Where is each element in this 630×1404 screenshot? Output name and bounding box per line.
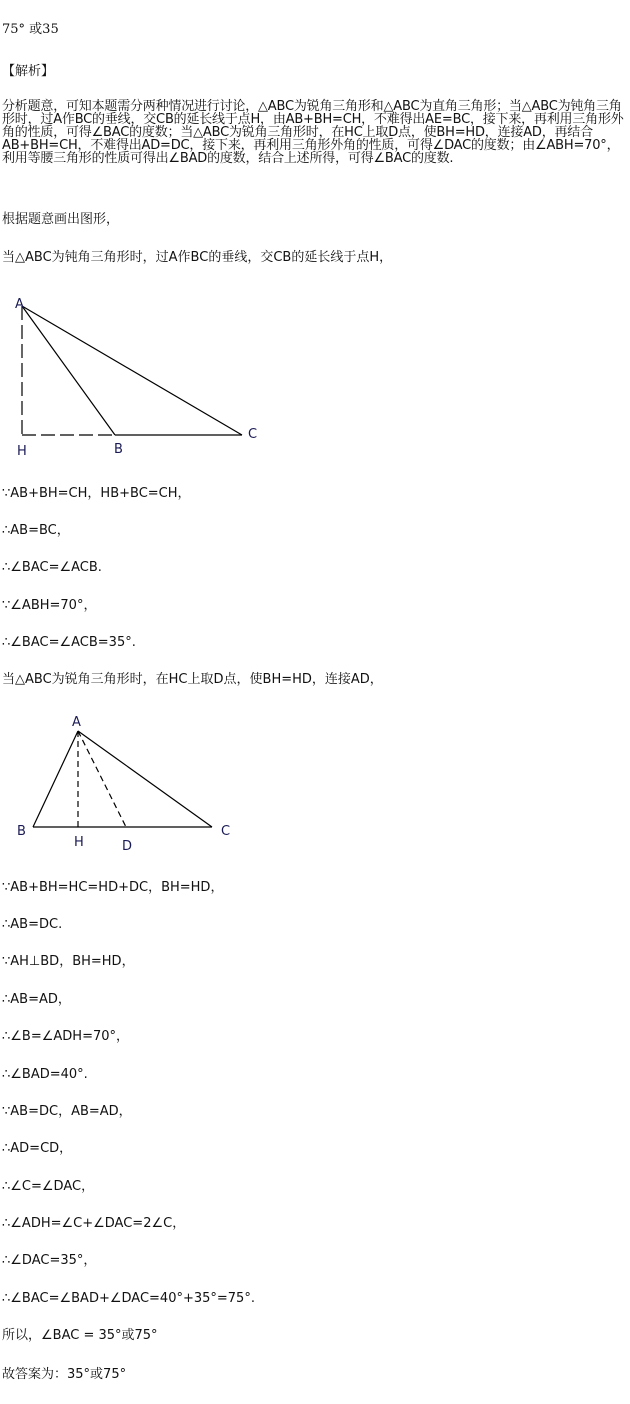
draw-intro: 根据题意画出图形， bbox=[2, 212, 120, 227]
case1-intro: 当△ABC为钝角三角形时，过A作BC的垂线，交CB的延长线于点H， bbox=[2, 250, 393, 265]
case2-step: ∴∠C=∠DAC， bbox=[2, 1179, 95, 1194]
case1-step: ∴AB=BC， bbox=[2, 523, 70, 538]
analysis-heading: 【解析】 bbox=[2, 64, 55, 79]
case2-step: ∵AH⊥BD，BH=HD， bbox=[2, 954, 135, 969]
case2-step: ∴∠BAC=∠BAD+∠DAC=40°+35°=75°. bbox=[2, 1291, 255, 1306]
segment-ac bbox=[22, 306, 242, 435]
answer-top: 75° 或35 bbox=[2, 22, 59, 37]
case2-step: ∴AD=CD， bbox=[2, 1141, 73, 1156]
case2-step: ∴AB=DC. bbox=[2, 917, 63, 932]
segment-ad bbox=[78, 731, 126, 827]
final-answer: 故答案为：35°或75° bbox=[2, 1367, 127, 1382]
case2-step: ∴∠DAC=35°， bbox=[2, 1253, 97, 1268]
case2-step: ∴∠B=∠ADH=70°， bbox=[2, 1029, 130, 1044]
analysis-paragraph: 分析题意，可知本题需分两种情况进行讨论，△ABC为锐角三角形和△ABC为直角三角形；当△ABC为钝角三角形时，过A作BC的垂线，交CB的延长线于点H，由AB+BH=CH，不难得出AE=BC，接下来，再利用三角形外角的性质，可得∠BAC的度数；当△ABC为锐角三角形时，在HC上取D点，使BH=HD，连接AD，再结合AB+BH=CH，不难得出AD=DC，接下来，再利用三角形外角的性质，可得∠DAC的度数；由∠ABH=70°，利用等腰三角形的性质可得出∠BAD的度数，结合上述所得，可得∠BAC的度数. bbox=[2, 99, 624, 166]
case1-step: ∴∠BAC=∠ACB. bbox=[2, 560, 102, 575]
label-h: H bbox=[17, 444, 27, 459]
figure-acute-triangle bbox=[0, 708, 260, 858]
case2-step: ∵AB+BH=HC=HD+DC，BH=HD， bbox=[2, 880, 224, 895]
label-b: B bbox=[17, 824, 26, 839]
case2-step: ∴∠ADH=∠C+∠DAC=2∠C， bbox=[2, 1216, 186, 1231]
label-h: H bbox=[74, 835, 84, 850]
case2-intro: 当△ABC为锐角三角形时，在HC上取D点，使BH=HD，连接AD， bbox=[2, 672, 383, 687]
label-b: B bbox=[114, 442, 123, 457]
label-c: C bbox=[248, 427, 258, 442]
label-c: C bbox=[221, 824, 231, 839]
label-a: A bbox=[15, 297, 24, 312]
segment-ab bbox=[33, 731, 78, 827]
case2-step: ∴AB=AD， bbox=[2, 992, 71, 1007]
figure-obtuse-triangle bbox=[0, 290, 300, 470]
segment-ab bbox=[22, 306, 115, 435]
conclusion: 所以，∠BAC = 35°或75° bbox=[2, 1328, 158, 1343]
label-a: A bbox=[72, 715, 81, 730]
label-d: D bbox=[122, 839, 133, 854]
case1-step: ∴∠BAC=∠ACB=35°. bbox=[2, 635, 136, 650]
case1-step: ∵AB+BH=CH，HB+BC=CH， bbox=[2, 486, 191, 501]
case1-step: ∵∠ABH=70°， bbox=[2, 598, 97, 613]
segment-ac bbox=[78, 731, 212, 827]
case2-step: ∵AB=DC，AB=AD， bbox=[2, 1104, 132, 1119]
case2-step: ∴∠BAD=40°. bbox=[2, 1067, 88, 1082]
